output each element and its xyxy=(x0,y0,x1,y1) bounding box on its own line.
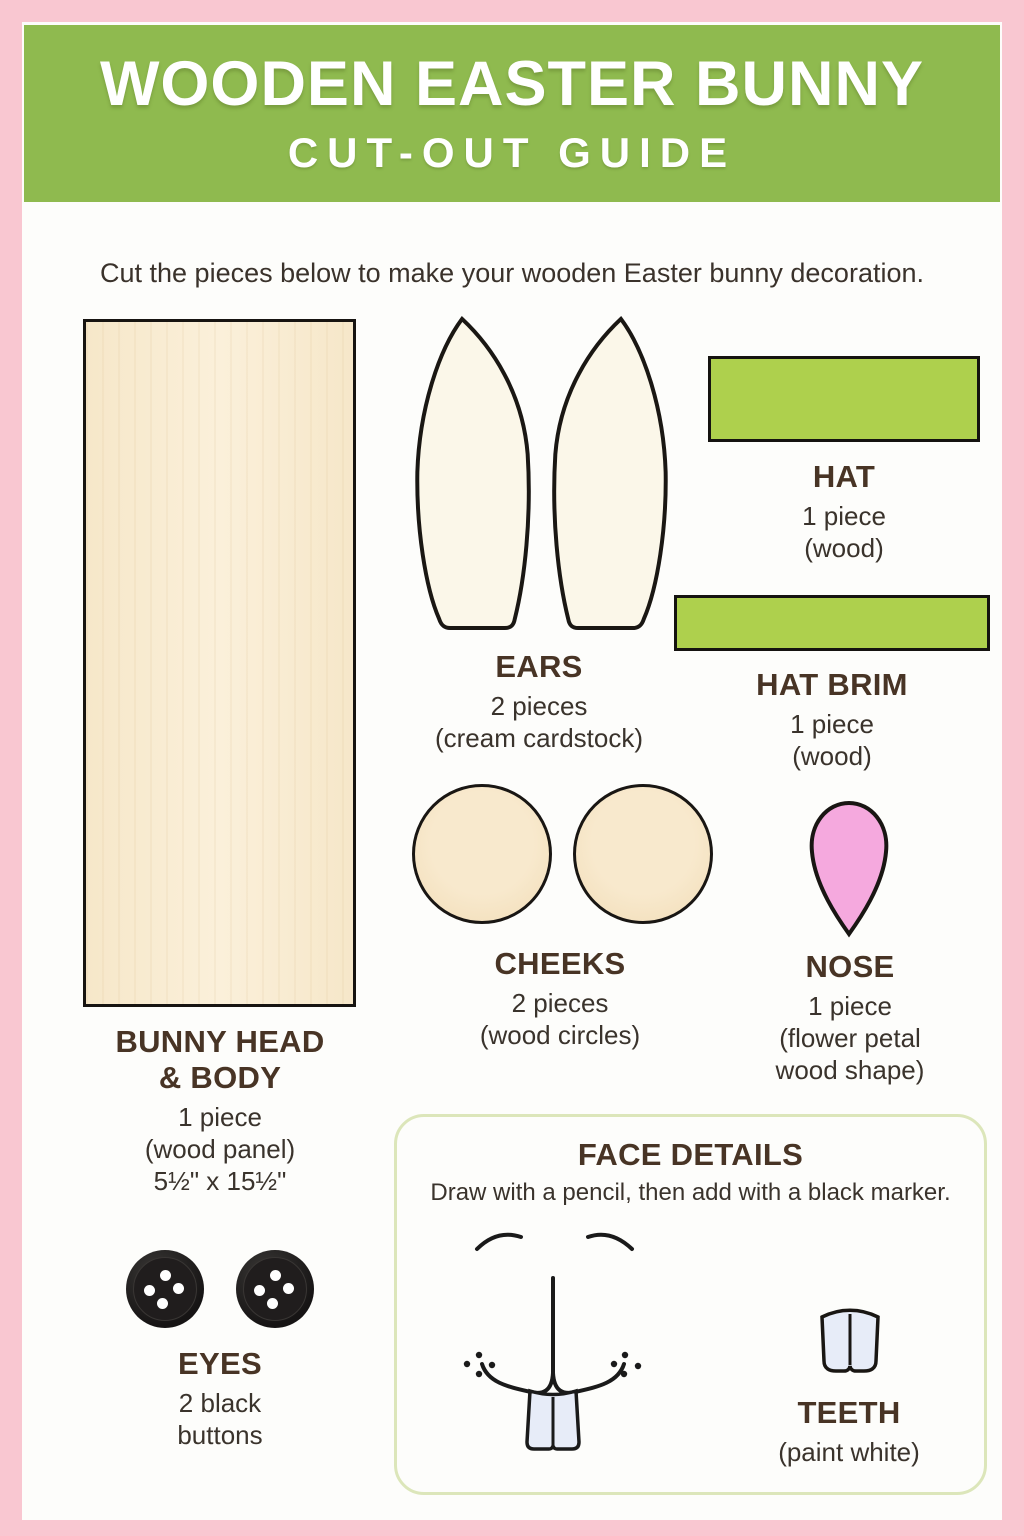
face-details-title: FACE DETAILS xyxy=(577,1137,804,1172)
nose-title: NOSE xyxy=(805,949,895,984)
button-face xyxy=(243,1257,307,1321)
cheeks-title: CHEEKS xyxy=(494,946,626,981)
header-banner xyxy=(24,25,1000,202)
ears-caption xyxy=(389,649,689,754)
eyes-detail: 2 black xyxy=(178,1388,262,1418)
hat-brim-title: HAT BRIM xyxy=(756,667,908,702)
hat-title: HAT xyxy=(812,459,876,494)
hat-brim-detail: (wood) xyxy=(792,741,872,771)
hat-caption xyxy=(724,459,964,564)
teeth-caption xyxy=(729,1395,969,1468)
button-hole xyxy=(283,1283,294,1294)
teeth-shape xyxy=(815,1304,885,1376)
face-details-subtitle: Draw with a pencil, then add with a black marker. xyxy=(430,1179,951,1206)
teeth-title: TEETH xyxy=(797,1395,901,1430)
button-hole xyxy=(157,1298,168,1309)
cheeks-caption xyxy=(420,946,700,1051)
button-hole xyxy=(267,1298,278,1309)
bunny-body-detail: 5½" x 15½" xyxy=(153,1166,287,1196)
cheeks-detail: 2 pieces xyxy=(511,988,609,1018)
poster-subtitle: CUT-OUT GUIDE xyxy=(287,128,737,176)
cheek-left-shape xyxy=(412,784,552,924)
cheeks-detail: (wood circles) xyxy=(479,1020,641,1050)
bunny-body-title: & BODY xyxy=(158,1060,282,1095)
button-hole xyxy=(254,1285,265,1296)
hat-brim-shape xyxy=(674,595,990,651)
button-face xyxy=(133,1257,197,1321)
page-background xyxy=(22,22,1002,1520)
right-ear-shape xyxy=(545,315,673,633)
nose-shape xyxy=(807,798,891,938)
hat-detail: 1 piece xyxy=(802,501,886,531)
bunny-body-caption xyxy=(80,1024,360,1197)
button-hole xyxy=(160,1270,171,1281)
hat-detail: (wood) xyxy=(804,533,884,563)
bunny-body-detail: (wood panel) xyxy=(144,1134,296,1164)
hat-shape xyxy=(708,356,980,442)
poster-title: WOODEN EASTER BUNNY xyxy=(99,48,925,119)
hat-brim-detail: 1 piece xyxy=(790,709,874,739)
bunny-face-drawing xyxy=(452,1217,682,1457)
cheek-right-shape xyxy=(573,784,713,924)
button-hole xyxy=(173,1283,184,1294)
nose-caption xyxy=(730,949,970,1086)
eye-button-left xyxy=(126,1250,204,1328)
nose-detail: 1 piece xyxy=(808,991,892,1021)
nose-detail: (flower petal xyxy=(779,1023,921,1053)
nose-detail: wood shape) xyxy=(775,1055,925,1085)
button-hole xyxy=(270,1270,281,1281)
ears-title: EARS xyxy=(495,649,583,684)
teeth-detail: (paint white) xyxy=(778,1437,920,1467)
left-ear-shape xyxy=(410,315,538,633)
eye-button-right xyxy=(236,1250,314,1328)
bunny-body-shape xyxy=(83,319,356,1007)
intro-text: Cut the pieces below to make your wooden Easter bunny decoration. xyxy=(100,258,924,288)
bunny-body-title: BUNNY HEAD xyxy=(115,1024,325,1059)
eyes-caption xyxy=(100,1346,340,1451)
hat-brim-caption xyxy=(702,667,962,772)
button-hole xyxy=(144,1285,155,1296)
face-details-box xyxy=(394,1114,987,1495)
ears-detail: 2 pieces xyxy=(490,691,588,721)
eyes-title: EYES xyxy=(178,1346,262,1381)
eyes-detail: buttons xyxy=(177,1420,263,1450)
ears-detail: (cream cardstock) xyxy=(434,723,644,753)
bunny-body-detail: 1 piece xyxy=(178,1102,262,1132)
